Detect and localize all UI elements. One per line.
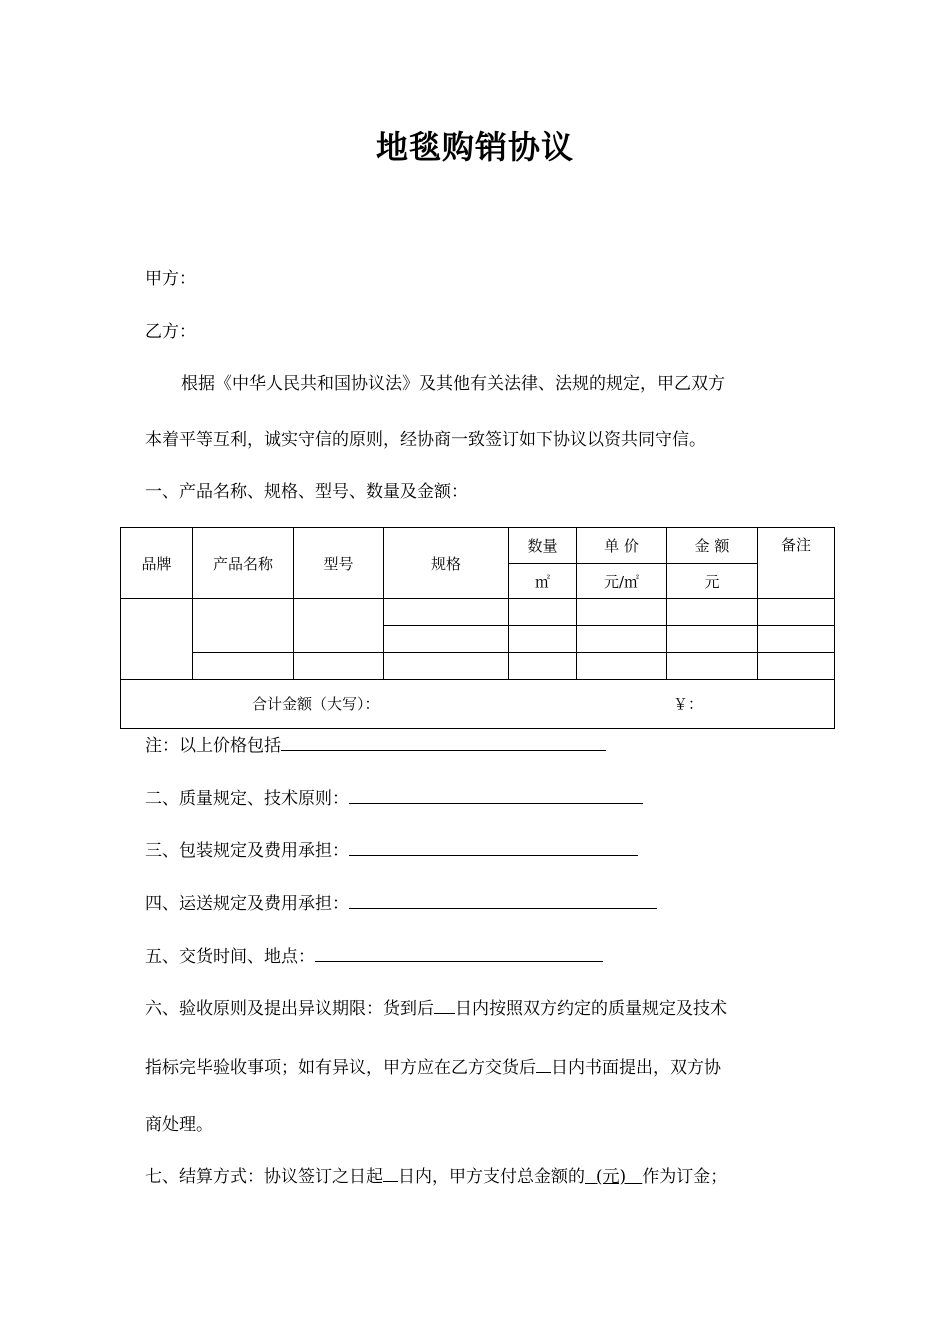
- intro-paragraph-line2: 本着平等互利，诚实守信的原则，经协商一致签订如下协议以资共同守信。: [145, 430, 706, 450]
- cell-quantity[interactable]: [509, 653, 577, 680]
- section-4-label: 四、运送规定及费用承担：: [145, 894, 349, 914]
- section-3-line: [145, 837, 638, 863]
- section-1-heading: 一、产品名称、规格、型号、数量及金额：: [145, 482, 468, 502]
- unit-price: 元/㎡: [577, 564, 667, 599]
- cell-product-name[interactable]: [193, 653, 294, 680]
- cell-remark[interactable]: [758, 626, 835, 653]
- section-7-line: [145, 1163, 727, 1189]
- cell-spec[interactable]: [384, 599, 509, 626]
- cell-spec[interactable]: [384, 626, 509, 653]
- section-7-deposit-blank[interactable]: [585, 1167, 642, 1187]
- cell-brand[interactable]: [121, 599, 193, 680]
- party-b-label: 乙方：: [145, 322, 196, 342]
- section-2-line: [145, 785, 643, 811]
- section-6-text-c: 指标完毕验收事项；如有异议，甲方应在乙方交货后: [145, 1058, 536, 1078]
- cell-quantity[interactable]: [509, 626, 577, 653]
- cell-unit-price[interactable]: [577, 599, 667, 626]
- header-product-name: 产品名称: [193, 528, 294, 599]
- note-line: [145, 732, 606, 758]
- cell-quantity[interactable]: [509, 599, 577, 626]
- total-row: [121, 680, 835, 729]
- cell-product-name[interactable]: [193, 599, 294, 653]
- section-7-deposit-unit: (元): [595, 1167, 627, 1187]
- section-6-days-blank[interactable]: [434, 995, 455, 1014]
- header-unit-price: 单 价: [577, 528, 667, 564]
- header-model: 型号: [294, 528, 384, 599]
- section-6-line2: [145, 1054, 721, 1080]
- section-2-label: 二、质量规定、技术原则：: [145, 789, 349, 809]
- note-label: 注：以上价格包括: [145, 736, 281, 756]
- cell-spec[interactable]: [384, 653, 509, 680]
- section-5-line: [145, 943, 603, 969]
- total-label: 合计金额（大写）：: [252, 695, 380, 713]
- section-7-text-b: 日内，甲方支付总金额的: [398, 1167, 585, 1187]
- note-blank[interactable]: [281, 732, 606, 751]
- section-6-line3: 商处理。: [145, 1115, 213, 1135]
- party-a-label: 甲方：: [145, 269, 196, 289]
- header-spec: 规格: [384, 528, 509, 599]
- section-4-blank[interactable]: [349, 890, 657, 909]
- section-6-line1: [145, 995, 727, 1021]
- cell-remark[interactable]: [758, 599, 835, 626]
- cell-amount[interactable]: [667, 599, 758, 626]
- cell-amount[interactable]: [667, 626, 758, 653]
- section-6-objection-days-blank[interactable]: [536, 1054, 551, 1073]
- header-quantity: 数量: [509, 528, 577, 564]
- intro-paragraph-line1: 根据《中华人民共和国协议法》及其他有关法律、法规的规定，甲乙双方: [181, 374, 725, 394]
- header-remark: 备注: [758, 528, 835, 599]
- section-7-text-c: 作为订金；: [642, 1167, 728, 1187]
- section-5-label: 五、交货时间、地点：: [145, 947, 315, 967]
- section-3-blank[interactable]: [349, 837, 638, 856]
- section-6-text-d: 日内书面提出，双方协: [551, 1058, 721, 1078]
- total-symbol: ￥：: [673, 695, 704, 713]
- document-title: 地毯购销协议: [375, 128, 574, 166]
- goods-table: [120, 527, 835, 729]
- cell-unit-price[interactable]: [577, 653, 667, 680]
- cell-model[interactable]: [294, 599, 384, 653]
- unit-quantity: ㎡: [509, 564, 577, 599]
- cell-model[interactable]: [294, 653, 384, 680]
- section-7-days-blank[interactable]: [383, 1163, 398, 1182]
- section-3-label: 三、包装规定及费用承担：: [145, 841, 349, 861]
- cell-amount[interactable]: [667, 653, 758, 680]
- section-6-text-b: 日内按照双方约定的质量规定及技术: [455, 999, 727, 1019]
- header-brand: 品牌: [121, 528, 193, 599]
- cell-remark[interactable]: [758, 653, 835, 680]
- cell-unit-price[interactable]: [577, 626, 667, 653]
- section-4-line: [145, 890, 657, 916]
- unit-amount: 元: [667, 564, 758, 599]
- header-amount: 金 额: [667, 528, 758, 564]
- section-6-text-a: 六、验收原则及提出异议期限：货到后: [145, 999, 434, 1019]
- section-5-blank[interactable]: [315, 943, 603, 962]
- section-2-blank[interactable]: [349, 785, 643, 804]
- section-7-text-a: 七、结算方式：协议签订之日起: [145, 1167, 383, 1187]
